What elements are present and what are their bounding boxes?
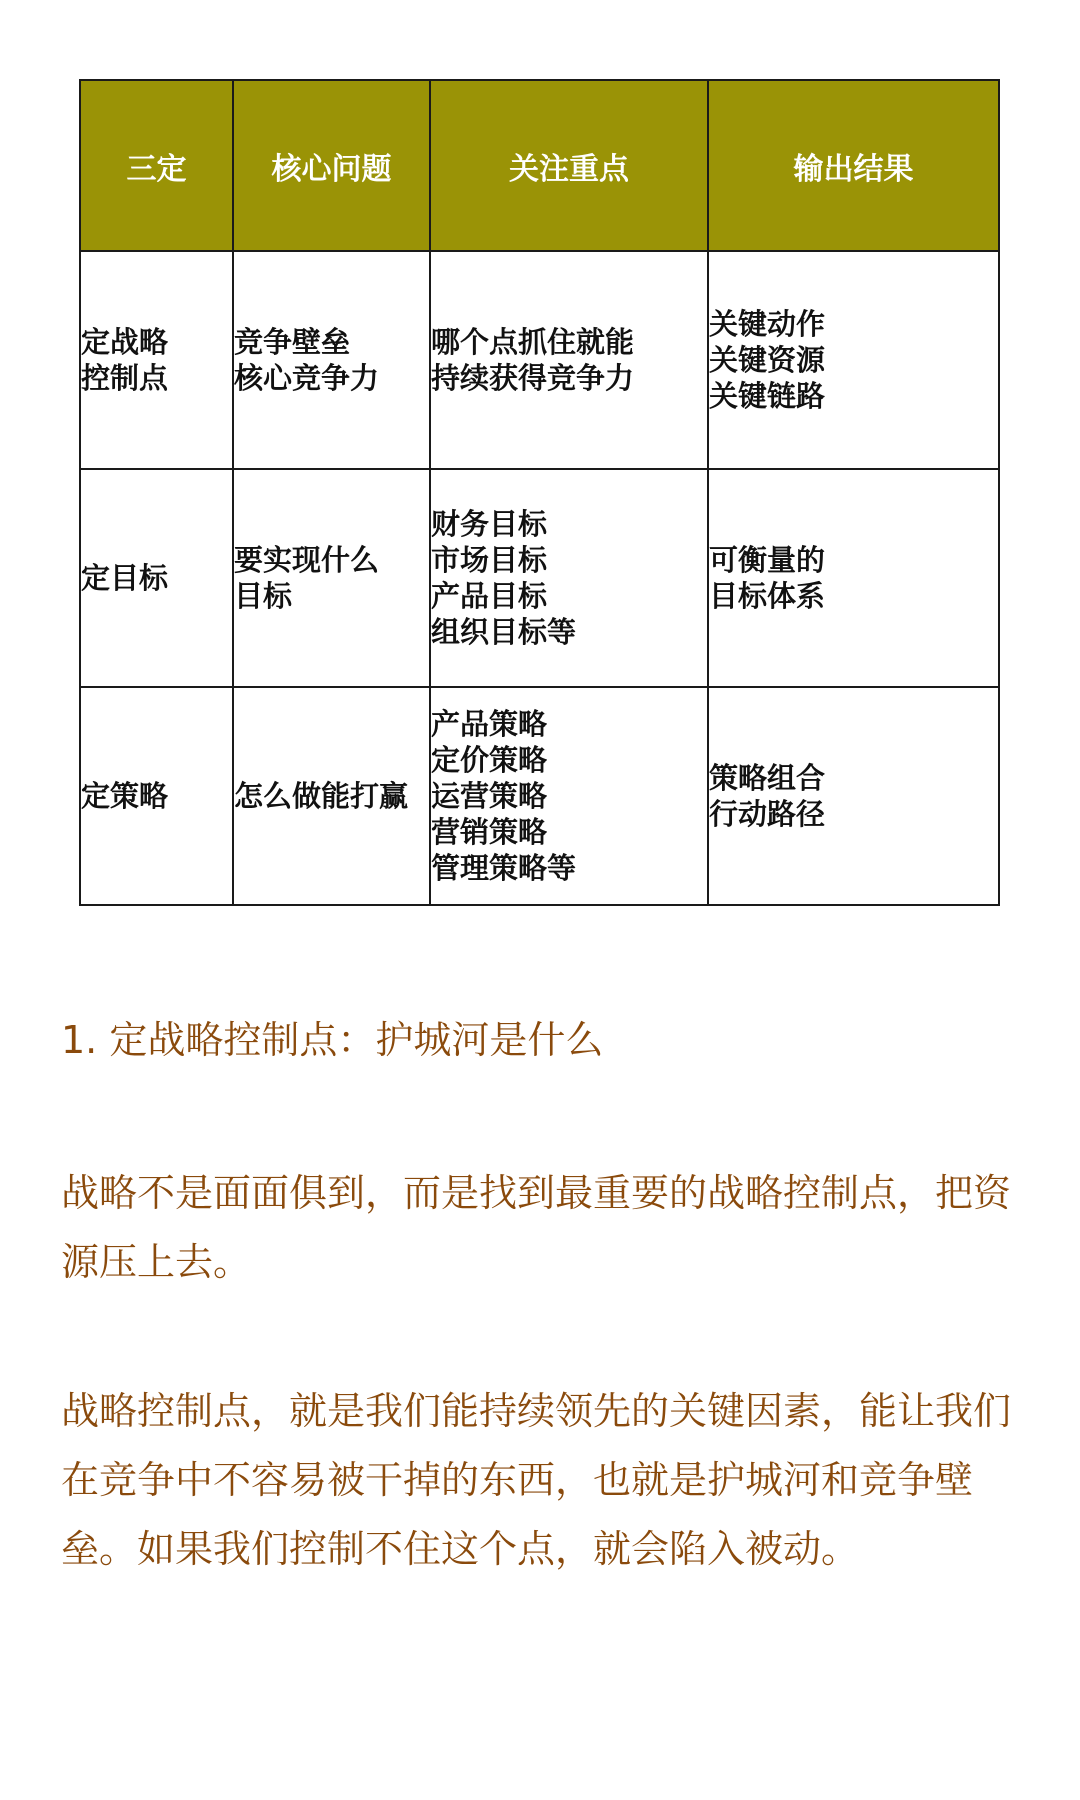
header-cell-focus: 关注重点 xyxy=(430,80,708,251)
table-cell: 要实现什么 目标 xyxy=(233,469,430,687)
table-cell: 怎么做能打赢 xyxy=(233,687,430,905)
table-cell: 哪个点抓住就能 持续获得竞争力 xyxy=(430,251,708,469)
paragraph: 战略控制点，就是我们能持续领先的关键因素，能让我们在竞争中不容易被干掉的东西，也就是护城河和竞争壁垒。如果我们控制不住这个点，就会陷入被动。 xyxy=(61,1389,1012,1571)
table-cell: 策略组合 行动路径 xyxy=(708,687,999,905)
table-cell: 定战略 控制点 xyxy=(80,251,233,469)
table-header-row xyxy=(80,80,999,251)
table-cell: 可衡量的 目标体系 xyxy=(708,469,999,687)
header-cell-core-question: 核心问题 xyxy=(233,80,430,251)
header-cell-output: 输出结果 xyxy=(708,80,999,251)
table-cell: 定目标 xyxy=(80,469,233,687)
table-cell: 关键动作 关键资源 关键链路 xyxy=(708,251,999,469)
table-row xyxy=(80,687,999,905)
table-cell: 产品策略 定价策略 运营策略 营销策略 管理策略等 xyxy=(430,687,708,905)
section-title: 1. 定战略控制点：护城河是什么 xyxy=(61,1018,604,1062)
strategy-table-container xyxy=(79,79,1000,906)
header-cell-sanding: 三定 xyxy=(80,80,233,251)
table-row xyxy=(80,469,999,687)
three-definitions-table xyxy=(79,79,1000,906)
table-cell: 财务目标 市场目标 产品目标 组织目标等 xyxy=(430,469,708,687)
table-cell: 定策略 xyxy=(80,687,233,905)
table-row xyxy=(80,251,999,469)
paragraph: 战略不是面面俱到，而是找到最重要的战略控制点，把资源压上去。 xyxy=(61,1171,1012,1284)
table-cell: 竞争壁垒 核心竞争力 xyxy=(233,251,430,469)
article-body xyxy=(61,1012,1021,1584)
